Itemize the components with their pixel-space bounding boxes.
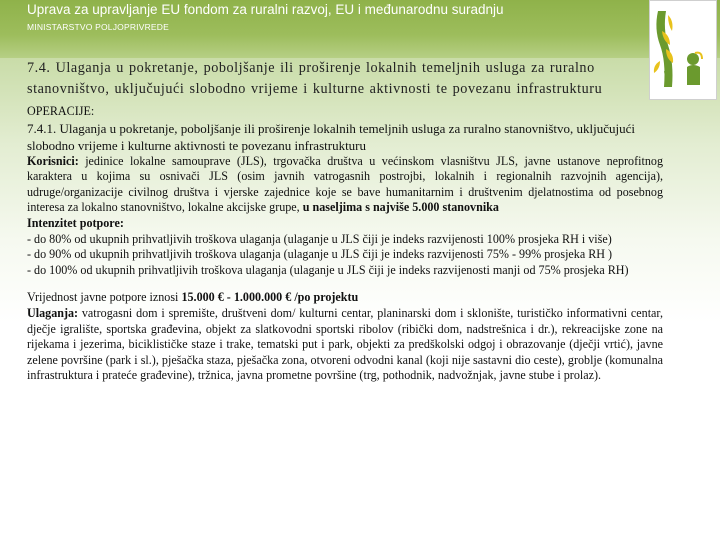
main-heading: 7.4. Ulaganja u pokretanje, poboljšanje ili proširenje lokalnih temeljnih usluga za ruralno stanovništvo, uključujući slobodno vrijeme i kulturne aktivnosti te povezanu infrastrukturu	[27, 60, 603, 97]
korisnici-label: Korisnici:	[27, 153, 79, 168]
korisnici-bold-tail: u naseljima s najviše 5.000 stanovnika	[302, 200, 499, 215]
vrijednost-prefix: Vrijednost javne potpore iznosi	[27, 290, 182, 305]
intenzitet-label: Intenzitet potpore:	[27, 215, 124, 230]
sub-heading: 7.4.1. Ulaganja u pokretanje, poboljšanje ili proširenje lokalnih temeljnih usluga za ruralno stanovništvo, uključujući slobodno vrijeme i kulturne aktivnosti te povezanu infrastrukturu	[27, 120, 635, 153]
intenzitet-line-3: - do 100% od ukupnih prihvatljivih troškova ulaganja (ulaganje u JLS čiji je indeks razvijenosti manji od 75% prosjeka RH)	[27, 262, 629, 277]
header-title: Uprava za upravljanje EU fondom za ruralni razvoj, EU i međunarodnu suradnju	[27, 2, 504, 17]
korisnici-text: jedinice lokalne samouprave (JLS), trgovačka društva u većinskom vlasništvu JLS, javne ustanove neprofitnog karaktera u kojima su osnivači JLS (osim javnih vatrogasnih postrojbi, lokalnih i regionalnih razvojnih agencija), udruge/organizacije civilnog društva i vjerske zajednice koje se bave humanitarnim i društvenim djelatnostima od posebnog interesa za lokalno stanovništvo, lokalne akcijske grupe,	[27, 153, 663, 215]
content-body	[27, 104, 663, 384]
ulaganja-paragraph	[27, 306, 663, 384]
korisnici-paragraph	[27, 154, 663, 216]
operacije-label: OPERACIJE:	[27, 104, 95, 118]
vrijednost-amount: 15.000 € - 1.000.000 € /po projektu	[181, 290, 359, 305]
header-subtitle: MINISTARSTVO POLJOPRIVREDE	[27, 22, 170, 32]
ulaganja-label: Ulaganja:	[27, 305, 79, 320]
vrijednost-paragraph	[27, 290, 663, 306]
ulaganja-text: vatrogasni dom i spremište, društveni dom/ kulturni centar, planinarski dom i sklonište, turističko informativni centar, dječje igralište, sportska građevina, objekt za slatkovodni sportski ribolov (ribički dom, nadstrešnica i dr.), rekreacijske zone na rijekama i jezerima, biciklističke staze i trake, tematski put i park, objekti za predškolski odgoj i obrazovanje (dječji vrtić), javne zelene površine (park i sl.), pješačka staza, pješačka zona, otvoreni odvodni kanal (koji nije sastavni dio ceste), groblje (komunalna infrastruktura i prateće građevine), tržnica, javna prometne površine (trg, pothodnik, nadvožnjak, javne stube i prolaz).	[27, 305, 663, 383]
spacer	[27, 278, 663, 290]
intenzitet-line-1: - do 80% od ukupnih prihvatljivih troškova ulaganja (ulaganje u JLS čiji je indeks razvijenosti 100% prosjeka RH i više)	[27, 231, 612, 246]
intenzitet-line-2: - do 90% od ukupnih prihvatljivih troškova ulaganja (ulaganje u JLS čiji je indeks razvijenosti 75% - 99% prosjeka RH )	[27, 247, 613, 262]
